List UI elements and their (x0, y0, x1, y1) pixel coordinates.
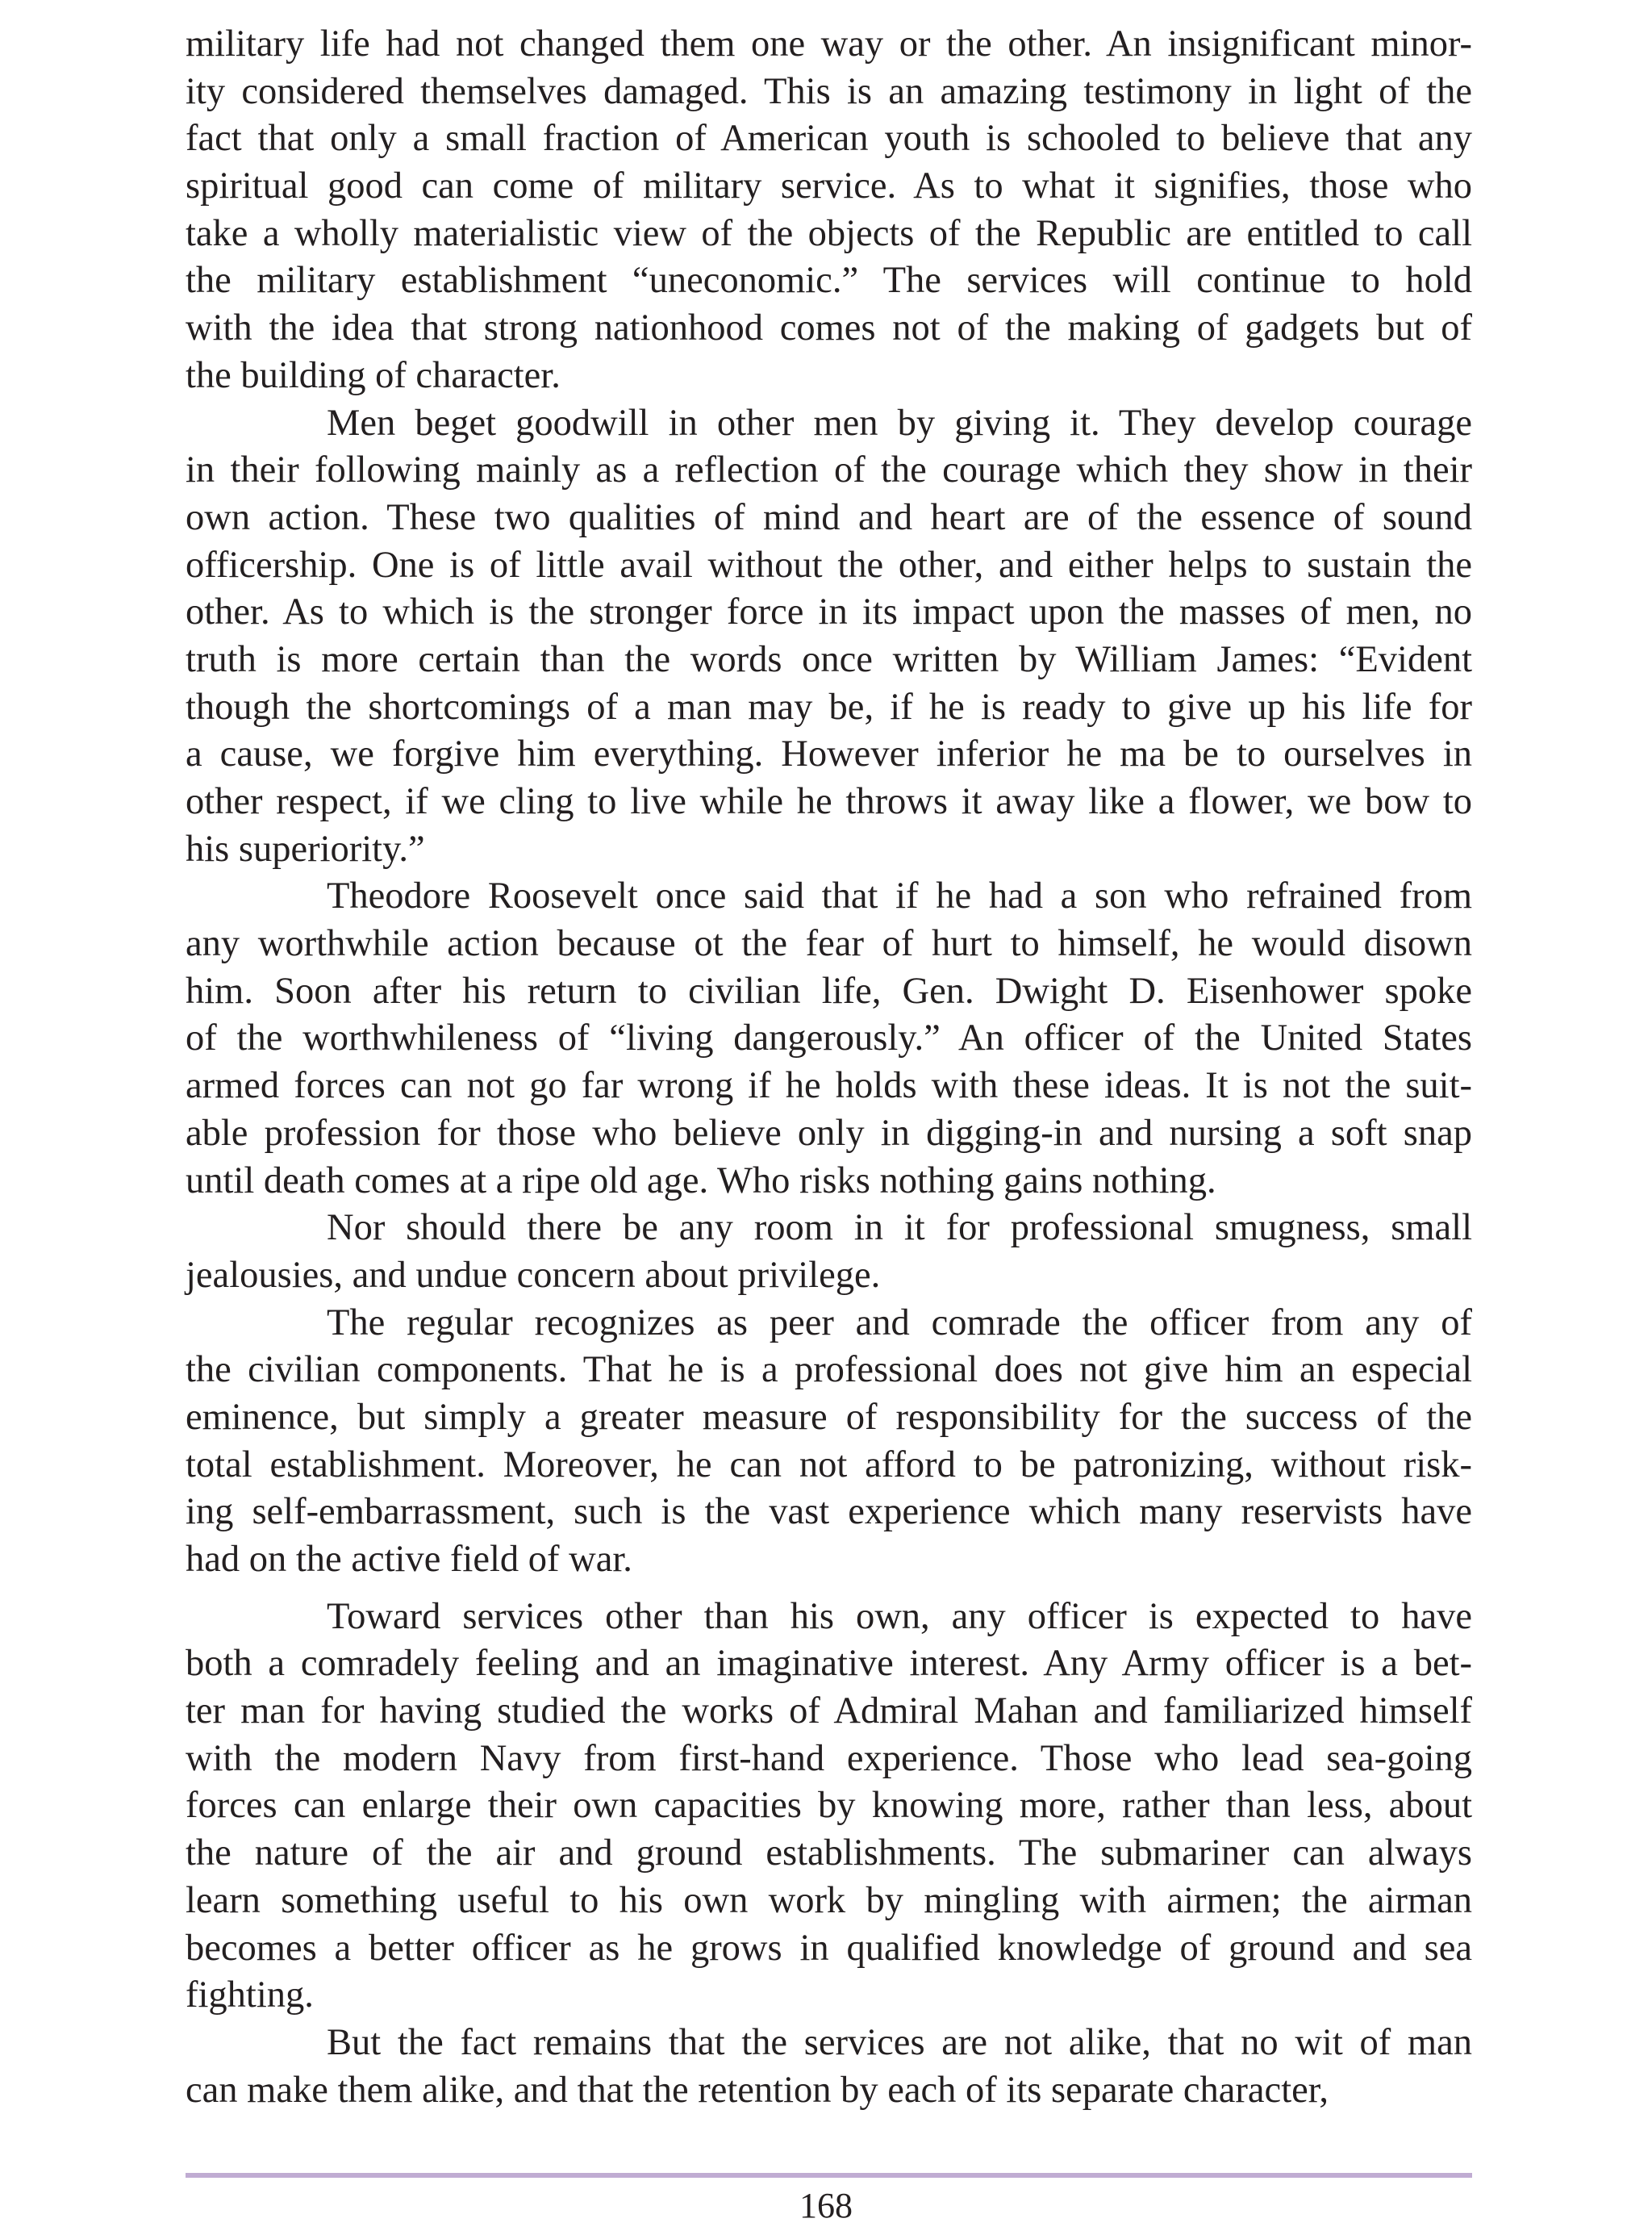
text-line: own action. These two qualities of mind and heart are of the essence of sound (186, 496, 1472, 538)
text-line: Nor should there be any room in it for professional smugness, small (327, 1207, 1472, 1249)
text-line: fact that only a small fraction of American youth is schooled to believe that any (186, 118, 1472, 160)
text-line: eminence, but simply a greater measure of responsibility for the success of the (186, 1396, 1472, 1438)
text-line: though the shortcomings of a man may be, if he is ready to give up his life for (186, 686, 1472, 728)
page-number: 168 (799, 2186, 853, 2225)
text-line: other respect, if we cling to live while he throws it away like a flower, we bow to (186, 781, 1472, 822)
paragraph (186, 1205, 1472, 1299)
text-line: ing self-embarrassment, such is the vast experience which many reservists have (186, 1491, 1472, 1533)
text-line: total establishment. Moreover, he can not afford to be patronizing, without risk- (186, 1443, 1472, 1485)
paragraph (186, 21, 1472, 400)
text-line: his superiority.” (186, 828, 425, 870)
page-body (186, 21, 1472, 2114)
text-line: fighting. (186, 1974, 314, 2016)
text-line: armed forces can not go far wrong if he holds with these ideas. It is not the suit- (186, 1065, 1472, 1107)
text-line: him. Soon after his return to civilian life, Gen. Dwight D. Eisenhower spoke (186, 970, 1472, 1012)
text-line: with the idea that strong nationhood comes not of the making of gadgets but of (186, 307, 1472, 349)
paragraph (186, 2020, 1472, 2114)
text-line: can make them alike, and that the retention by each of its separate character, (186, 2069, 1329, 2111)
footer-rule (186, 2173, 1472, 2178)
text-line: the military establishment “uneconomic.” The services will continue to hold (186, 260, 1472, 302)
text-line: of the worthwhileness of “living dangerously.” An officer of the United States (186, 1017, 1472, 1059)
text-line: take a wholly materialistic view of the objects of the Republic are entitled to call (186, 212, 1472, 254)
paragraph (186, 1594, 1472, 2020)
text-line: both a comradely feeling and an imaginative interest. Any Army officer is a bet- (186, 1643, 1472, 1685)
paragraph (186, 400, 1472, 874)
text-line: the building of character. (186, 354, 561, 396)
text-line: the civilian components. That he is a professional does not give him an especial (186, 1349, 1472, 1391)
text-line: Toward services other than his own, any officer is expected to have (327, 1595, 1472, 1637)
text-line: able profession for those who believe only in digging-in and nursing a soft snap (186, 1112, 1472, 1154)
text-line: jealousies, and undue concern about privilege. (186, 1254, 881, 1296)
text-line: the nature of the air and ground establishments. The submariner can always (186, 1832, 1472, 1874)
text-line: with the modern Navy from first-hand experience. Those who lead sea-going (186, 1737, 1472, 1779)
text-line: military life had not changed them one way or the other. An insignificant minor- (186, 23, 1472, 65)
text-line: ter man for having studied the works of Admiral Mahan and familiarized himself (186, 1690, 1472, 1732)
paragraph (186, 1300, 1472, 1584)
text-line: had on the active field of war. (186, 1539, 632, 1580)
text-line: becomes a better officer as he grows in qualified knowledge of ground and sea (186, 1927, 1472, 1969)
text-line: other. As to which is the stronger force in its impact upon the masses of men, no (186, 591, 1472, 633)
text-line: learn something useful to his own work by mingling with airmen; the airman (186, 1879, 1472, 1921)
text-line: any worthwhile action because ot the fear of hurt to himself, he would disown (186, 923, 1472, 965)
text-line: until death comes at a ripe old age. Who risks nothing gains nothing. (186, 1159, 1216, 1201)
text-line: forces can enlarge their own capacities by knowing more, rather than less, about (186, 1785, 1472, 1827)
paragraph (186, 873, 1472, 1205)
text-line: The regular recognizes as peer and comrade the officer from any of (327, 1301, 1472, 1343)
text-line: ity considered themselves damaged. This is an amazing testimony in light of the (186, 70, 1472, 112)
text-line: truth is more certain than the words once written by William James: “Evident (186, 638, 1472, 680)
text-line: in their following mainly as a reflection of the courage which they show in their (186, 449, 1472, 491)
paragraph-gap (186, 1584, 1472, 1594)
text-line: a cause, we forgive him everything. However inferior he ma be to ourselves in (186, 733, 1472, 775)
text-line: spiritual good can come of military service. As to what it signifies, those who (186, 165, 1472, 207)
text-line: Theodore Roosevelt once said that if he had a son who refrained from (327, 875, 1472, 917)
text-line: But the fact remains that the services are not alike, that no wit of man (327, 2021, 1472, 2063)
text-line: Men beget goodwill in other men by giving it. They develop courage (327, 402, 1472, 444)
text-line: officership. One is of little avail without the other, and either helps to sustain the (186, 544, 1472, 586)
